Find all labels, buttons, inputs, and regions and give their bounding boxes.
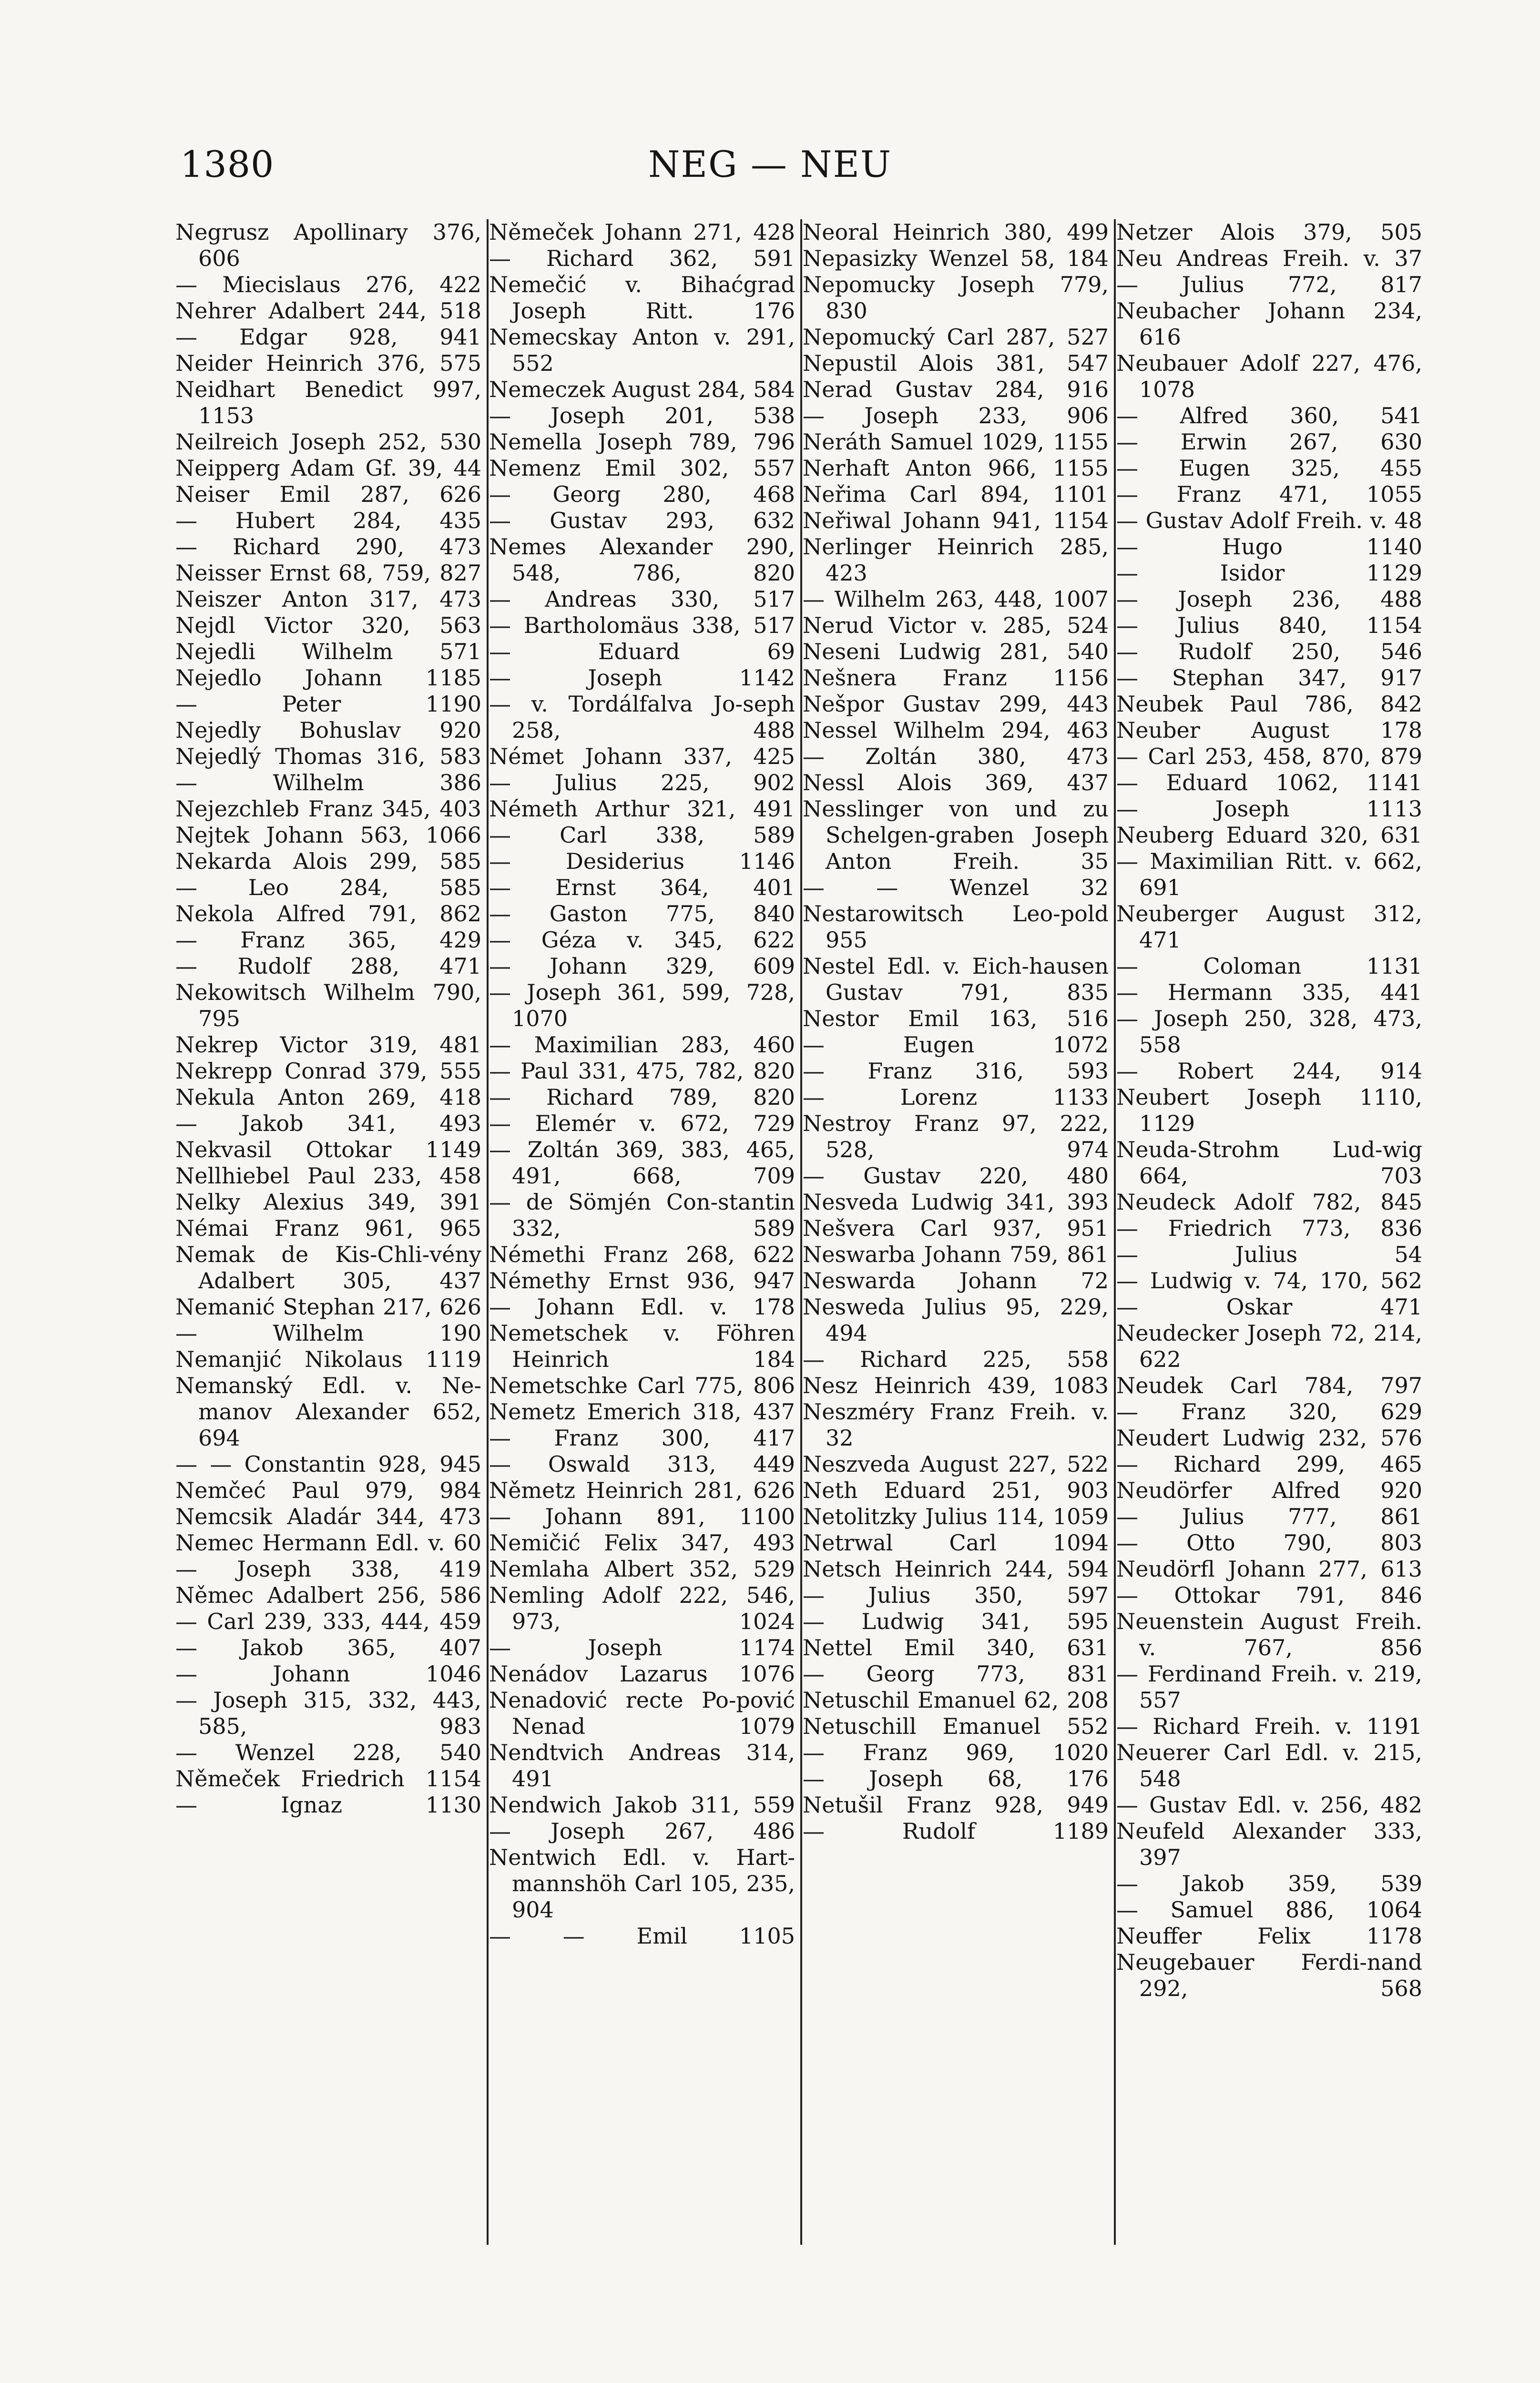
index-entry: Neipperg Adam Gf. 39, 44 xyxy=(175,455,481,481)
index-entry: — Wilhelm 263, 448, 1007 xyxy=(803,586,1109,612)
index-entry: Němec Adalbert 256, 586 xyxy=(175,1582,481,1608)
index-entry: — Isidor 1129 xyxy=(1116,560,1422,586)
index-entry: Neiser Emil 287, 626 xyxy=(175,481,481,507)
index-entry: — Franz 320, 629 xyxy=(1116,1399,1422,1425)
index-entry: Nekrepp Conrad 379, 555 xyxy=(175,1058,481,1084)
index-entry: — Carl 239, 333, 444, 459 xyxy=(175,1609,481,1634)
index-entry: Neuberger August 312, 471 xyxy=(1116,901,1422,953)
index-entry: Netuschill Emanuel 552 xyxy=(803,1713,1109,1739)
index-entry: Nemcsik Aladár 344, 473 xyxy=(175,1504,481,1529)
index-entry: Neudek Carl 784, 797 xyxy=(1116,1373,1422,1398)
index-entry: — Richard 789, 820 xyxy=(489,1084,795,1110)
index-entry: — Rudolf 250, 546 xyxy=(1116,639,1422,664)
index-entry: — Joseph 1142 xyxy=(489,665,795,691)
index-entry: — Maximilian 283, 460 xyxy=(489,1032,795,1058)
index-entry: — Miecislaus 276, 422 xyxy=(175,272,481,297)
index-entry: Nenádov Lazarus 1076 xyxy=(489,1661,795,1687)
index-entry: Neudecker Joseph 72, 214, 622 xyxy=(1116,1320,1422,1372)
index-entry: Nemanský Edl. v. Ne-manov Alexander 652, 694 xyxy=(175,1373,481,1451)
index-entry: — Edgar 928, 941 xyxy=(175,324,481,350)
column-4 xyxy=(1116,219,1427,2245)
index-entry: — Gustav Edl. v. 256, 482 xyxy=(1116,1792,1422,1818)
index-entry: Neudeck Adolf 782, 845 xyxy=(1116,1189,1422,1215)
index-entry: Neuda-Strohm Lud-wig 664, 703 xyxy=(1116,1137,1422,1189)
index-entry: Neřiwal Johann 941, 1154 xyxy=(803,508,1109,533)
index-entry: Neudörfer Alfred 920 xyxy=(1116,1477,1422,1503)
index-entry: — Julius 840, 1154 xyxy=(1116,612,1422,638)
index-entry: Nemella Joseph 789, 796 xyxy=(489,429,795,455)
index-entry: — Ludwig v. 74, 170, 562 xyxy=(1116,1268,1422,1293)
index-entry: — Joseph 233, 906 xyxy=(803,403,1109,428)
index-entry: Nepustil Alois 381, 547 xyxy=(803,350,1109,376)
page-number: 1380 xyxy=(180,143,275,185)
index-entry: Nemanić Stephan 217, 626 xyxy=(175,1294,481,1320)
index-entry: Nerlinger Heinrich 285, 423 xyxy=(803,534,1109,586)
index-entry: Nejezchleb Franz 345, 403 xyxy=(175,796,481,822)
index-entry: Netsch Heinrich 244, 594 xyxy=(803,1556,1109,1582)
index-entry: — Géza v. 345, 622 xyxy=(489,927,795,953)
index-entry: — Ferdinand Freih. v. 219, 557 xyxy=(1116,1661,1422,1713)
column-3 xyxy=(803,219,1113,2245)
index-entry: — Paul 331, 475, 782, 820 xyxy=(489,1058,795,1084)
index-entry: — Johann 1046 xyxy=(175,1661,481,1687)
index-entry: Neugebauer Ferdi-nand 292, 568 xyxy=(1116,1949,1422,2001)
column-rule xyxy=(1114,219,1116,2245)
index-entry: — Eduard 1062, 1141 xyxy=(1116,770,1422,795)
index-entry: Nešvera Carl 937, 951 xyxy=(803,1215,1109,1241)
index-entry: Netolitzky Julius 114, 1059 xyxy=(803,1504,1109,1529)
index-entry: Nekola Alfred 791, 862 xyxy=(175,901,481,927)
index-entry: Nessel Wilhelm 294, 463 xyxy=(803,717,1109,743)
index-entry: Nesveda Ludwig 341, 393 xyxy=(803,1189,1109,1215)
index-entry: — Julius 225, 902 xyxy=(489,770,795,795)
index-entry: Nekvasil Ottokar 1149 xyxy=(175,1137,481,1162)
index-entry: Németh Arthur 321, 491 xyxy=(489,796,795,822)
index-entry: — Joseph 361, 599, 728, 1070 xyxy=(489,979,795,1031)
index-entry: — Hugo 1140 xyxy=(1116,534,1422,560)
index-entry: Nemenz Emil 302, 557 xyxy=(489,455,795,481)
index-entry: — Erwin 267, 630 xyxy=(1116,429,1422,455)
index-entry: Némethi Franz 268, 622 xyxy=(489,1242,795,1267)
index-entry: — Alfred 360, 541 xyxy=(1116,403,1422,428)
index-entry: — Julius 54 xyxy=(1116,1242,1422,1267)
index-entry: Neubert Joseph 1110, 1129 xyxy=(1116,1084,1422,1136)
index-entry: — Carl 338, 589 xyxy=(489,822,795,848)
index-entry: Nemeczek August 284, 584 xyxy=(489,377,795,402)
index-entry: — Zoltán 369, 383, 465, 491, 668, 709 xyxy=(489,1137,795,1189)
index-entry: Nekarda Alois 299, 585 xyxy=(175,848,481,874)
index-entry: — Gustav 220, 480 xyxy=(803,1163,1109,1189)
index-entry: — Wilhelm 386 xyxy=(175,770,481,795)
index-entry: Nemec Hermann Edl. v. 60 xyxy=(175,1530,481,1556)
index-entry: Nepomucký Carl 287, 527 xyxy=(803,324,1109,350)
index-entry: Nemčeć Paul 979, 984 xyxy=(175,1477,481,1503)
index-entry: Nessl Alois 369, 437 xyxy=(803,770,1109,795)
index-entry: Nepomucky Joseph 779, 830 xyxy=(803,272,1109,324)
index-entry: — Joseph 338, 419 xyxy=(175,1556,481,1582)
index-entry: Nemetz Emerich 318, 437 xyxy=(489,1399,795,1425)
index-entry: — Georg 773, 831 xyxy=(803,1661,1109,1687)
index-entry: — Rudolf 288, 471 xyxy=(175,953,481,979)
index-entry: — Gustav Adolf Freih. v. 48 xyxy=(1116,508,1422,533)
index-entry: Neszméry Franz Freih. v. 32 xyxy=(803,1399,1109,1451)
index-entry: Nestor Emil 163, 516 xyxy=(803,1006,1109,1031)
index-entry: — Otto 790, 803 xyxy=(1116,1530,1422,1556)
index-entry: — Carl 253, 458, 870, 879 xyxy=(1116,743,1422,769)
index-entry: Neřima Carl 894, 1101 xyxy=(803,481,1109,507)
index-entry: Neuffer Felix 1178 xyxy=(1116,1923,1422,1949)
index-entry: Neiszer Anton 317, 473 xyxy=(175,586,481,612)
index-entry: Nerhaft Anton 966, 1155 xyxy=(803,455,1109,481)
index-entry: — Richard Freih. v. 1191 xyxy=(1116,1713,1422,1739)
index-entry: Nelky Alexius 349, 391 xyxy=(175,1189,481,1215)
index-entry: Nemecskay Anton v. 291, 552 xyxy=(489,324,795,376)
index-entry: — Joseph 315, 332, 443, 585, 983 xyxy=(175,1687,481,1739)
index-entry: Nejedlo Johann 1185 xyxy=(175,665,481,691)
index-entry: Nehrer Adalbert 244, 518 xyxy=(175,298,481,324)
index-entry: — Joseph 236, 488 xyxy=(1116,586,1422,612)
index-entry: — Julius 772, 817 xyxy=(1116,272,1422,297)
index-entry: — Joseph 68, 176 xyxy=(803,1766,1109,1792)
index-entry: Nenadović recte Po-pović Nenad 1079 xyxy=(489,1687,795,1739)
index-entry: — Franz 471, 1055 xyxy=(1116,481,1422,507)
index-entry: Nendwich Jakob 311, 559 xyxy=(489,1792,795,1818)
index-entry: Neth Eduard 251, 903 xyxy=(803,1477,1109,1503)
index-entry: — Joseph 1113 xyxy=(1116,796,1422,822)
index-columns xyxy=(175,219,1423,2245)
index-entry: Nemetschke Carl 775, 806 xyxy=(489,1373,795,1398)
index-entry: — Georg 280, 468 xyxy=(489,481,795,507)
index-entry: — Samuel 886, 1064 xyxy=(1116,1897,1422,1923)
index-entry: — Peter 1190 xyxy=(175,691,481,717)
index-entry: Němeček Johann 271, 428 xyxy=(489,219,795,245)
index-entry: Neubacher Johann 234, 616 xyxy=(1116,298,1422,350)
column-rule xyxy=(800,219,802,2245)
index-entry: Nemičić Felix 347, 493 xyxy=(489,1530,795,1556)
column-rule xyxy=(487,219,489,2245)
index-entry: — Rudolf 1189 xyxy=(803,1818,1109,1844)
index-entry: Nemak de Kis-Chli-vény Adalbert 305, 437 xyxy=(175,1242,481,1293)
index-entry: — Franz 365, 429 xyxy=(175,927,481,953)
index-entry: — Jakob 341, 493 xyxy=(175,1110,481,1136)
index-entry: Nemečić v. Bihaćgrad Joseph Ritt. 176 xyxy=(489,272,795,324)
index-entry: Nepasizky Wenzel 58, 184 xyxy=(803,245,1109,271)
index-entry: — Eugen 325, 455 xyxy=(1116,455,1422,481)
index-entry: Netzer Alois 379, 505 xyxy=(1116,219,1422,245)
index-entry: — Ludwig 341, 595 xyxy=(803,1609,1109,1634)
index-entry: Neisser Ernst 68, 759, 827 xyxy=(175,560,481,586)
index-entry: Német Johann 337, 425 xyxy=(489,743,795,769)
index-entry: — Ernst 364, 401 xyxy=(489,875,795,900)
index-entry: Nentwich Edl. v. Hart-mannshöh Carl 105, 235, 904 xyxy=(489,1844,795,1923)
index-entry: Nerud Victor v. 285, 524 xyxy=(803,612,1109,638)
index-entry: Nemes Alexander 290, 548, 786, 820 xyxy=(489,534,795,586)
index-entry: — v. Tordálfalva Jo-seph 258, 488 xyxy=(489,691,795,743)
index-entry: Nemanjić Nikolaus 1119 xyxy=(175,1346,481,1372)
index-entry: Nejedly Bohuslav 920 xyxy=(175,717,481,743)
index-entry: — Coloman 1131 xyxy=(1116,953,1422,979)
index-entry: Negrusz Apollinary 376, 606 xyxy=(175,219,481,271)
index-entry: Nellhiebel Paul 233, 458 xyxy=(175,1163,481,1189)
index-entry: — Johann Edl. v. 178 xyxy=(489,1294,795,1320)
index-entry: Nemlaha Albert 352, 529 xyxy=(489,1556,795,1582)
index-entry: Nestarowitsch Leo-pold 955 xyxy=(803,901,1109,953)
index-entry: Neswarba Johann 759, 861 xyxy=(803,1242,1109,1267)
index-entry: — Gaston 775, 840 xyxy=(489,901,795,927)
index-entry: Nekrep Victor 319, 481 xyxy=(175,1032,481,1058)
index-entry: — Richard 290, 473 xyxy=(175,534,481,560)
index-entry: Němetz Heinrich 281, 626 xyxy=(489,1477,795,1503)
index-entry: — Julius 777, 861 xyxy=(1116,1504,1422,1529)
index-entry: Neubauer Adolf 227, 476, 1078 xyxy=(1116,350,1422,402)
column-2 xyxy=(489,219,800,2245)
index-entry: Neráth Samuel 1029, 1155 xyxy=(803,429,1109,455)
index-entry: — Elemér v. 672, 729 xyxy=(489,1110,795,1136)
index-entry: Nemetschek v. Föhren Heinrich 184 xyxy=(489,1320,795,1372)
index-entry: Neuber August 178 xyxy=(1116,717,1422,743)
index-entry: — Ignaz 1130 xyxy=(175,1792,481,1818)
index-entry: Neubek Paul 786, 842 xyxy=(1116,691,1422,717)
index-entry: — Zoltán 380, 473 xyxy=(803,743,1109,769)
index-entry: — Leo 284, 585 xyxy=(175,875,481,900)
index-entry: Neudörfl Johann 277, 613 xyxy=(1116,1556,1422,1582)
index-entry: — Oswald 313, 449 xyxy=(489,1451,795,1477)
index-entry: — Julius 350, 597 xyxy=(803,1582,1109,1608)
index-entry: Nekowitsch Wilhelm 790, 795 xyxy=(175,979,481,1031)
index-entry: Nešpor Gustav 299, 443 xyxy=(803,691,1109,717)
running-head: NEG — NEU xyxy=(648,143,892,185)
index-entry: Netuschil Emanuel 62, 208 xyxy=(803,1687,1109,1713)
index-entry: — Maximilian Ritt. v. 662, 691 xyxy=(1116,848,1422,900)
index-entry: — Gustav 293, 632 xyxy=(489,508,795,533)
index-entry: Neseni Ludwig 281, 540 xyxy=(803,639,1109,664)
index-entry: — Joseph 201, 538 xyxy=(489,403,795,428)
index-entry: Nendtvich Andreas 314, 491 xyxy=(489,1740,795,1792)
index-entry: — Johann 891, 1100 xyxy=(489,1504,795,1529)
index-entry: Nejedli Wilhelm 571 xyxy=(175,639,481,664)
index-entry: Netušil Franz 928, 949 xyxy=(803,1792,1109,1818)
index-entry: — — Wenzel 32 xyxy=(803,875,1109,900)
index-entry: Neufeld Alexander 333, 397 xyxy=(1116,1818,1422,1870)
index-entry: — Joseph 267, 486 xyxy=(489,1818,795,1844)
index-entry: — Oskar 471 xyxy=(1116,1294,1422,1320)
index-entry: — Johann 329, 609 xyxy=(489,953,795,979)
index-entry: — de Sömjén Con-stantin 332, 589 xyxy=(489,1189,795,1241)
index-entry: — — Constantin 928, 945 xyxy=(175,1451,481,1477)
index-entry: Neidhart Benedict 997, 1153 xyxy=(175,377,481,428)
index-entry: — Franz 969, 1020 xyxy=(803,1740,1109,1765)
index-entry: Neswarda Johann 72 xyxy=(803,1268,1109,1293)
index-entry: — Ottokar 791, 846 xyxy=(1116,1582,1422,1608)
index-entry: Neuberg Eduard 320, 631 xyxy=(1116,822,1422,848)
index-entry: — Richard 362, 591 xyxy=(489,245,795,271)
index-entry: Nestel Edl. v. Eich-hausen Gustav 791, 835 xyxy=(803,953,1109,1005)
index-entry: Neuenstein August Freih. v. 767, 856 xyxy=(1116,1609,1422,1660)
index-entry: — Franz 300, 417 xyxy=(489,1425,795,1451)
index-entry: Neudert Ludwig 232, 576 xyxy=(1116,1425,1422,1451)
index-entry: Némai Franz 961, 965 xyxy=(175,1215,481,1241)
index-entry: — Jakob 365, 407 xyxy=(175,1635,481,1660)
index-entry: Nerad Gustav 284, 916 xyxy=(803,377,1109,402)
index-entry: — Richard 299, 465 xyxy=(1116,1451,1422,1477)
index-entry: Nettel Emil 340, 631 xyxy=(803,1635,1109,1660)
index-entry: — Andreas 330, 517 xyxy=(489,586,795,612)
index-entry: Nejtek Johann 563, 1066 xyxy=(175,822,481,848)
index-entry: — Bartholomäus 338, 517 xyxy=(489,612,795,638)
index-entry: Nesslinger von und zu Schelgen-graben Joseph Anton Freih. 35 xyxy=(803,796,1109,874)
index-entry: — Joseph 250, 328, 473, 558 xyxy=(1116,1006,1422,1058)
index-entry: Neider Heinrich 376, 575 xyxy=(175,350,481,376)
index-entry: Némethy Ernst 936, 947 xyxy=(489,1268,795,1293)
index-entry: — Franz 316, 593 xyxy=(803,1058,1109,1084)
index-entry: — Eugen 1072 xyxy=(803,1032,1109,1058)
index-entry: Nesweda Julius 95, 229, 494 xyxy=(803,1294,1109,1346)
index-entry: — Wilhelm 190 xyxy=(175,1320,481,1346)
index-entry: Němeček Friedrich 1154 xyxy=(175,1766,481,1792)
index-entry: — Hermann 335, 441 xyxy=(1116,979,1422,1005)
index-entry: — Jakob 359, 539 xyxy=(1116,1871,1422,1896)
index-entry: — — Emil 1105 xyxy=(489,1923,795,1949)
index-entry: Nekula Anton 269, 418 xyxy=(175,1084,481,1110)
index-entry: — Friedrich 773, 836 xyxy=(1116,1215,1422,1241)
index-entry: Nemling Adolf 222, 546, 973, 1024 xyxy=(489,1582,795,1634)
index-entry: — Desiderius 1146 xyxy=(489,848,795,874)
index-entry: Neilreich Joseph 252, 530 xyxy=(175,429,481,455)
index-entry: — Lorenz 1133 xyxy=(803,1084,1109,1110)
index-entry: — Hubert 284, 435 xyxy=(175,508,481,533)
index-entry: — Joseph 1174 xyxy=(489,1635,795,1660)
index-entry: Nejedlý Thomas 316, 583 xyxy=(175,743,481,769)
index-entry: Nejdl Victor 320, 563 xyxy=(175,612,481,638)
index-entry: — Wenzel 228, 540 xyxy=(175,1740,481,1765)
index-entry: Netrwal Carl 1094 xyxy=(803,1530,1109,1556)
index-entry: — Eduard 69 xyxy=(489,639,795,664)
index-entry: — Richard 225, 558 xyxy=(803,1346,1109,1372)
column-1 xyxy=(175,219,486,2245)
index-entry: Neoral Heinrich 380, 499 xyxy=(803,219,1109,245)
index-entry: — Robert 244, 914 xyxy=(1116,1058,1422,1084)
index-entry: — Stephan 347, 917 xyxy=(1116,665,1422,691)
index-entry: Neszveda August 227, 522 xyxy=(803,1451,1109,1477)
index-entry: Neu Andreas Freih. v. 37 xyxy=(1116,245,1422,271)
index-entry: Nestroy Franz 97, 222, 528, 974 xyxy=(803,1110,1109,1162)
index-entry: Nešnera Franz 1156 xyxy=(803,665,1109,691)
index-entry: Nesz Heinrich 439, 1083 xyxy=(803,1373,1109,1398)
index-entry: Neuerer Carl Edl. v. 215, 548 xyxy=(1116,1740,1422,1792)
